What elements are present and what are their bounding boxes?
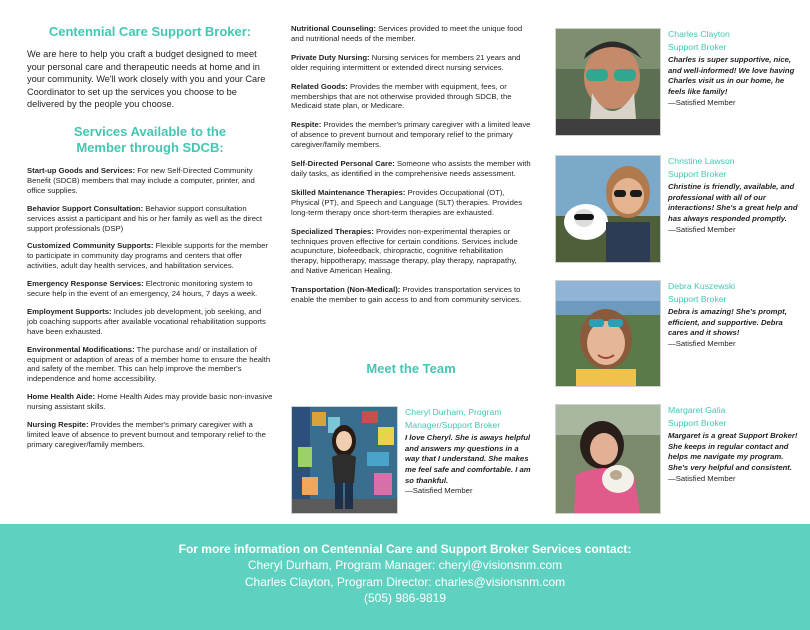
member-attribution: —Satisfied Member	[668, 97, 736, 107]
member-name	[668, 404, 800, 429]
member-name	[668, 280, 798, 305]
team-title: Meet the Team	[366, 361, 456, 376]
service-desc: Behavior support consultation services assist a participant and his or her family as well as the direct support professionals (DSP)	[27, 203, 262, 233]
service-desc: Provides Occupational (OT), Physical (PT), and Speech and Language (SLT) therapies. Provides long-term therapy once short-term therapies are exhausted.	[291, 187, 523, 217]
member-charles	[668, 28, 798, 108]
member-name-line1: Cheryl Durham, Program	[405, 407, 502, 417]
services-list-right	[291, 24, 531, 305]
service-name: Respite:	[291, 120, 322, 130]
member-name-line1: Charles Clayton	[668, 29, 730, 39]
photo-cheryl	[291, 406, 398, 514]
service-name: Start-up Goods and Services:	[27, 165, 136, 175]
footer-heading: For more information on Centennial Care and Support Broker Services contact:	[178, 542, 632, 556]
service-item	[291, 227, 531, 277]
service-item	[27, 345, 273, 385]
service-desc: Nursing services for members 21 years and older requiring intermittent or extended direct nursing services.	[291, 52, 521, 72]
services-list-left	[27, 166, 273, 450]
member-name-line1: Debra Kuszewski	[668, 281, 736, 291]
service-name: Customized Community Supports:	[27, 241, 154, 251]
member-christine	[668, 155, 798, 235]
service-item	[291, 159, 531, 179]
service-name: Environmental Modifications:	[27, 344, 135, 354]
member-name	[668, 28, 798, 53]
service-item	[27, 241, 273, 271]
service-name: Nutritional Counseling:	[291, 24, 376, 33]
member-name-line2: Support Broker	[668, 168, 727, 179]
services-title-line1: Services Available to the	[73, 123, 227, 139]
service-item	[27, 307, 273, 337]
member-name-line1: Margaret Galia	[668, 405, 726, 415]
service-desc: For new Self-Directed Community Benefit (SDCB) members that may include a computer, printer, and office supplies.	[27, 165, 255, 195]
column-middle	[291, 24, 531, 314]
portrait-image	[556, 29, 660, 135]
services-title-line2: Member through SDCB:	[76, 139, 224, 155]
service-desc: Flexible supports for the member to participate in community day programs and centers that offer activities, adult day health services, and habilitation services.	[27, 241, 268, 271]
service-name: Behavior Support Consultation:	[27, 203, 144, 213]
service-name: Emergency Response Services:	[27, 279, 144, 289]
member-attribution: —Satisfied Member	[668, 473, 736, 483]
service-desc: Provides the member's primary caregiver with a limited leave of absence to prevent burnout and temporary relief to the primary caregiver/family members.	[291, 120, 531, 150]
service-desc: Electronic monitoring system to secure help in the event of an emergency, 24 hours, 7 days a week.	[27, 279, 258, 299]
member-cheryl	[405, 406, 533, 497]
photo-margaret	[555, 404, 661, 514]
member-quote: Christine is friendly, available, and professional with all of our interactions! She's a great help and has always responded promptly.	[668, 182, 798, 223]
service-desc: Provides non-experimental therapies or techniques proven effective for certain conditions. Services include acupuncture, biofeedback, chiropractic, cognitive rehabilitation therapy, hippotherapy, massage therapy, play therapy, naprapathy, and Native American Healing.	[291, 226, 518, 276]
service-desc: Someone who assists the member with daily tasks, as identified in the comprehensive needs assessment.	[291, 159, 531, 178]
photo-debra	[555, 280, 661, 387]
service-name: Transportation (Non-Medical):	[291, 285, 401, 295]
service-item	[291, 188, 531, 218]
service-item	[291, 285, 531, 305]
footer-phone[interactable]: (505) 986-9819	[363, 591, 447, 605]
services-title	[27, 124, 273, 156]
footer-contact-charles[interactable]: Charles Clayton, Program Director: charles@visionsnm.com	[244, 574, 566, 589]
member-name	[405, 406, 533, 431]
member-quote: Margaret is a great Support Broker! She keeps in regular contact and helps me navigate my program. She's very helpful and consistent.	[668, 431, 798, 472]
member-quote: Debra is amazing! She's prompt, efficient, and supportive. Debra cares and it shows!	[668, 307, 787, 338]
photo-christine	[555, 155, 661, 263]
service-item	[27, 279, 273, 299]
service-desc: Provides the member with equipment, fees, or memberships that are not otherwise provided through SDCB, the Medicaid state plan, or Medicare.	[291, 81, 512, 111]
service-item	[27, 392, 273, 412]
member-debra	[668, 280, 798, 350]
service-name: Home Health Aide:	[27, 392, 96, 402]
member-margaret	[668, 404, 800, 484]
member-attribution: —Satisfied Member	[668, 338, 736, 348]
contact-footer	[0, 524, 810, 630]
service-desc: Provides the member's primary caregiver with a limited leave of absence to prevent burnout and temporary relief to the primary caregiver/family members.	[27, 420, 266, 449]
portrait-image	[556, 405, 660, 513]
service-name: Employment Supports:	[27, 306, 112, 316]
member-name-line2: Manager/Support Broker	[405, 419, 501, 430]
service-name: Nursing Respite:	[27, 420, 89, 430]
member-name-line2: Support Broker	[668, 293, 727, 304]
member-name-line1: Christine Lawson	[668, 156, 735, 166]
service-item	[291, 82, 531, 112]
photo-charles	[555, 28, 661, 136]
column-left	[27, 24, 273, 458]
service-item	[291, 24, 531, 44]
member-name	[668, 155, 798, 180]
footer-contact-cheryl[interactable]: Cheryl Durham, Program Manager: cheryl@visionsnm.com	[247, 558, 563, 572]
service-desc: Services provided to meet the unique food and nutritional needs of the member.	[291, 24, 523, 43]
member-quote: I love Cheryl. She is aways helpful and answers my questions in a way that I understand. She makes me feel safe and comfortable. I am so thankful.	[405, 433, 531, 485]
portrait-image	[556, 281, 660, 386]
service-name: Private Duty Nursing:	[291, 52, 370, 62]
member-attribution: —Satisfied Member	[668, 224, 736, 234]
service-desc: Includes job development, job seeking, and job coaching supports after available vocational rehabilitation supports have been exhausted.	[27, 306, 266, 336]
service-item	[291, 120, 531, 150]
service-item	[291, 53, 531, 73]
member-attribution: —Satisfied Member	[405, 486, 473, 496]
service-desc: The purchase and/ or installation of equipment or adaption of areas of a member home to ensure the health and safety of the member. This can help improve the member's independence and home accessibility.	[27, 344, 271, 384]
member-quote: Charles is super supportive, nice, and well-informed! We love having Charles visit us in our home, he feels like family!	[668, 55, 795, 96]
service-item	[27, 420, 273, 450]
service-item	[27, 204, 273, 234]
member-name-line2: Support Broker	[668, 417, 727, 428]
service-item	[27, 166, 273, 196]
member-name-line2: Support Broker	[668, 41, 727, 52]
broker-intro: We are here to help you craft a budget designed to meet your personal care and therapeutic needs at home and in your community. We'll work closely with you and your Care Coordinator to set up the services you choose to be delivered by the people you choose.	[27, 49, 266, 110]
service-name: Skilled Maintenance Therapies:	[291, 187, 406, 197]
service-desc: Home Health Aides may provide basic non-invasive nursing assistant skills.	[27, 392, 273, 412]
portrait-image	[292, 407, 397, 513]
broker-title: Centennial Care Support Broker:	[48, 24, 252, 39]
portrait-image	[556, 156, 660, 262]
service-name: Related Goods:	[291, 81, 348, 91]
service-desc: Provides transportation services to enable the member to gain access to and from community services.	[291, 285, 522, 305]
service-name: Specialized Therapies:	[291, 226, 374, 236]
service-name: Self-Directed Personal Care:	[291, 159, 395, 169]
